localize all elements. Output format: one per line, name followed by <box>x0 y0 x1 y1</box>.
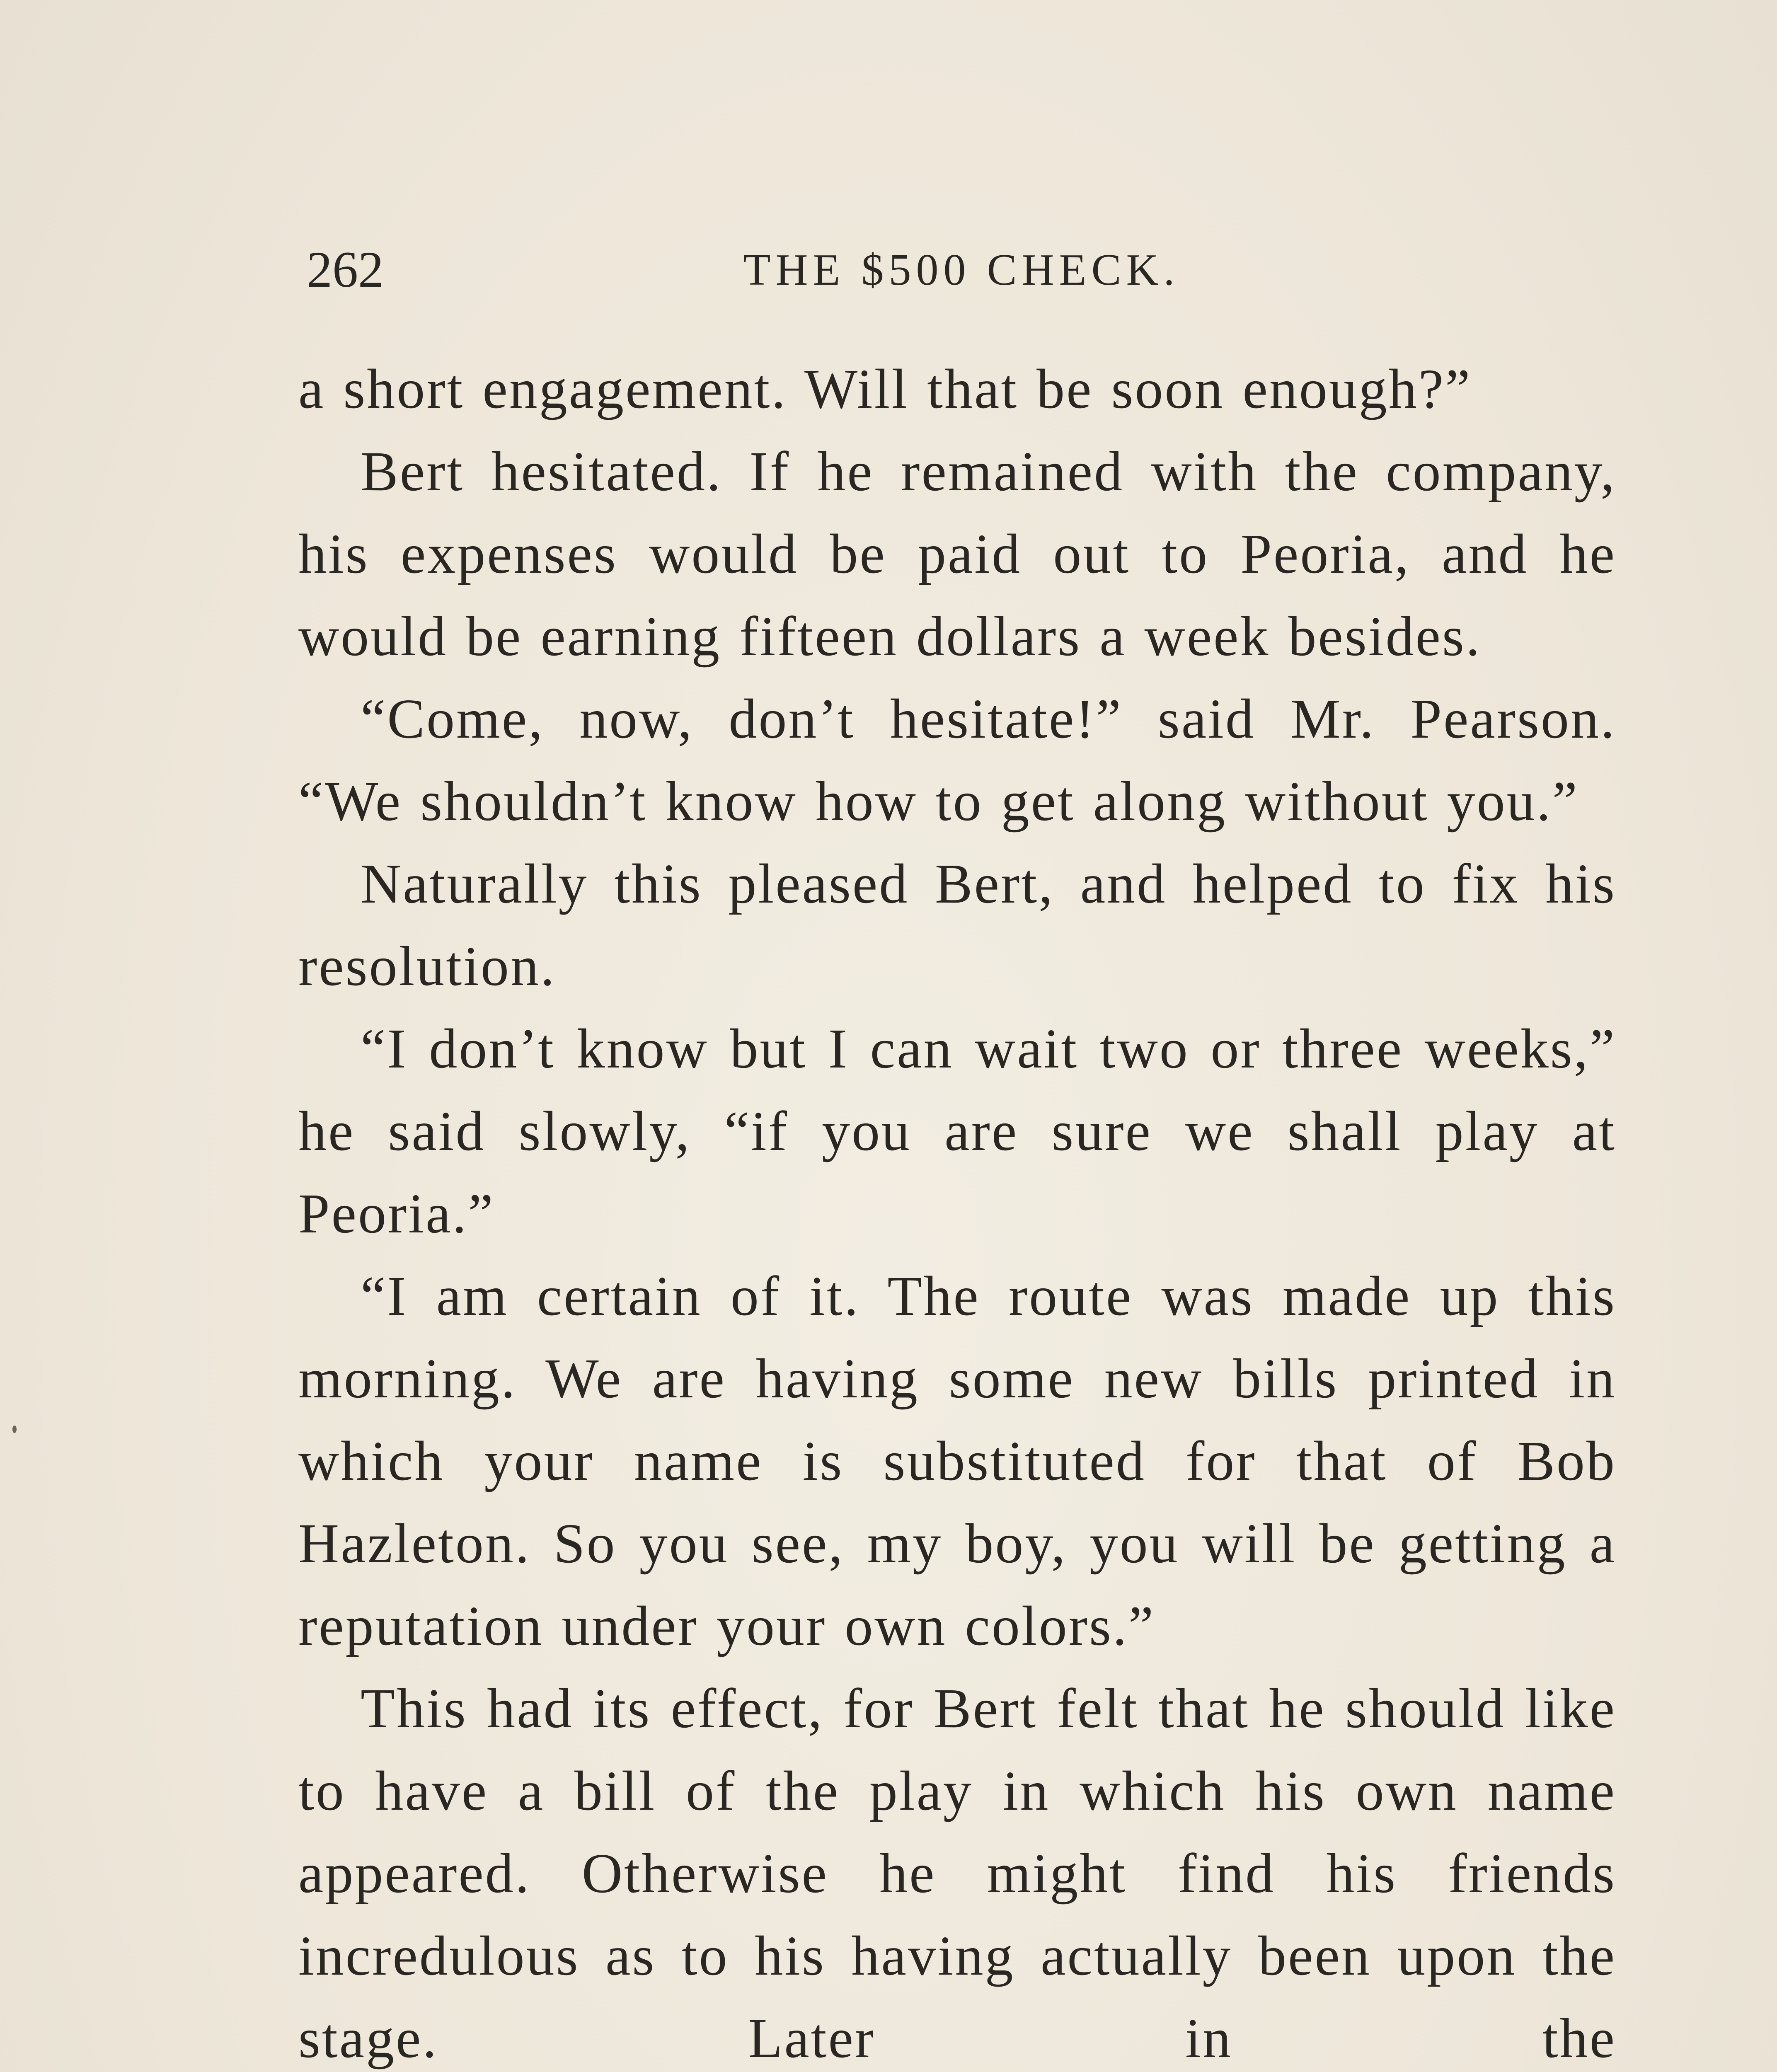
paragraph-1: a short engagement. Will that be soon enough?” <box>298 358 1472 420</box>
page-number: 262 <box>307 241 384 298</box>
running-title: THE $500 CHECK. <box>743 245 1180 295</box>
body-text <box>298 348 1616 2072</box>
page-header <box>307 232 1616 311</box>
paragraph-5: “I don’t know but I can wait two or three weeks,” he said slowly, “if you are sure we shall play at Peoria.” <box>298 1018 1616 1245</box>
paper-speck <box>12 1426 17 1433</box>
paragraph-7: This had its effect, for Bert felt that he should like to have a bill of the play in which his own name appeared. Otherwise he might find his friends incredulous as to his having actually been upon the stage. Later in the <box>298 1677 1616 2070</box>
paragraph-6: “I am certain of it. The route was made up this morning. We are having some new bills printed in which your name is substituted for that of Bob Hazleton. So you see, my boy, you will be getting a reputation under your own colors.” <box>298 1265 1616 1657</box>
paragraph-4: Naturally this pleased Bert, and helped to fix his resolution. <box>298 853 1616 997</box>
paragraph-3: “Come, now, don’t hesitate!” said Mr. Pearson. “We shouldn’t know how to get along without you.” <box>298 688 1616 833</box>
paragraph-2: Bert hesitated. If he remained with the company, his expenses would be paid out to Peoria, and he would be earning fifteen dollars a week besides. <box>298 441 1616 668</box>
